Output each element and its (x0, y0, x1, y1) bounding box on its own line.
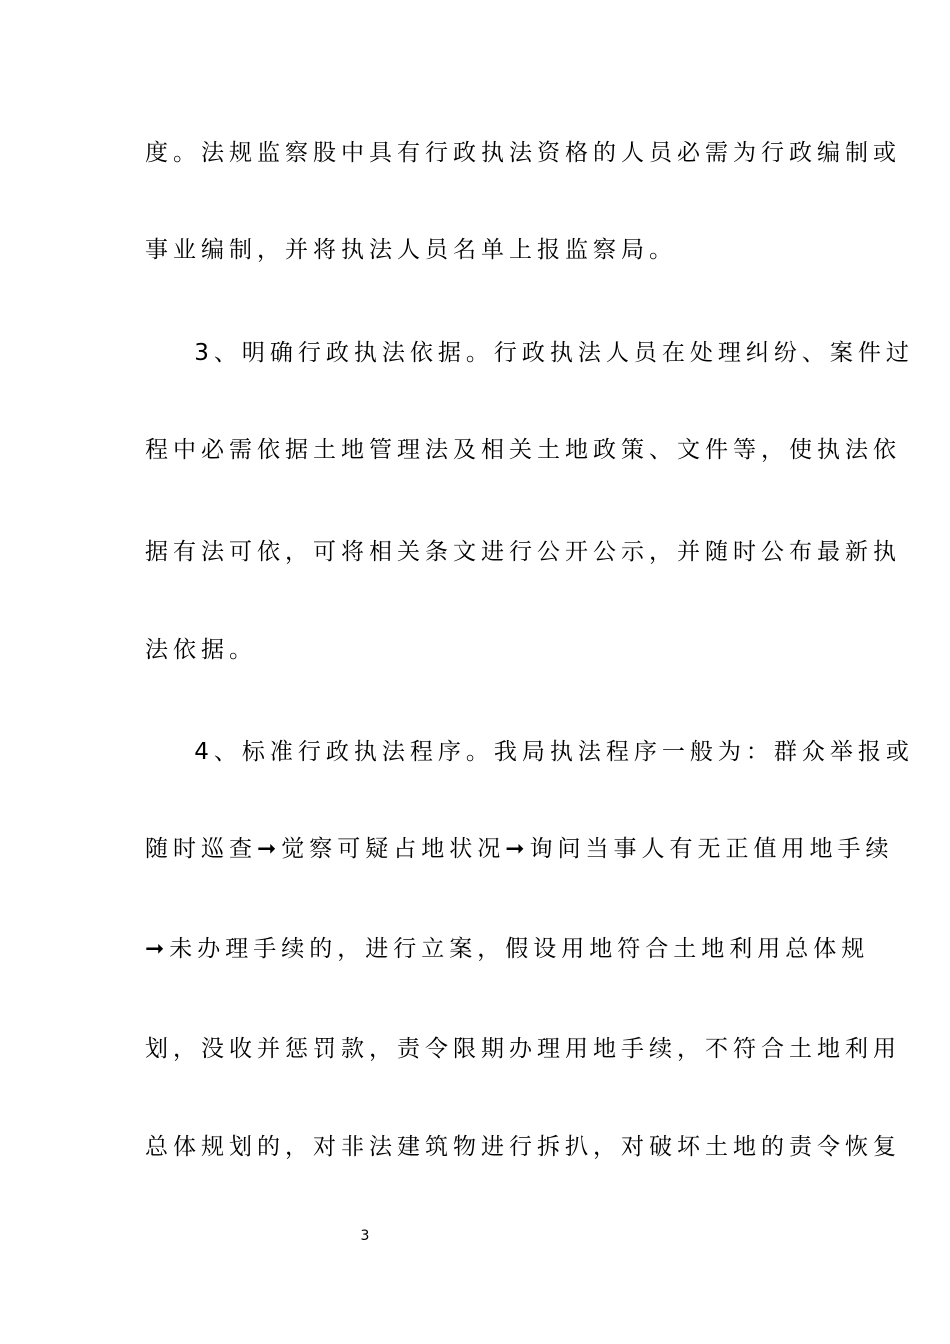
text-line: ➞未办理手续的，进行立案，假设用地符合土地利用总体规 (145, 936, 870, 962)
text-line: 划，没收并惩罚款，责令限期办理用地手续，不符合土地利用 (145, 1036, 901, 1062)
text-line: 3、明确行政执法依据。行政执法人员在处理纠纷、案件过 (145, 340, 914, 366)
text-line: 据有法可依，可将相关条文进行公开公示，并随时公布最新执 (145, 539, 901, 565)
text-line: 4、标准行政执法程序。我局执法程序一般为：群众举报或 (145, 739, 914, 765)
text-line: 度。法规监察股中具有行政执法资格的人员必需为行政编制或 (145, 140, 901, 166)
text-line: 随时巡查➞觉察可疑占地状况➞询问当事人有无正值用地手续 (145, 836, 894, 862)
text-line: 事业编制，并将执法人员名单上报监察局。 (145, 237, 677, 263)
text-line: 程中必需依据土地管理法及相关土地政策、文件等，使执法依 (145, 437, 901, 463)
text-line: 总体规划的，对非法建筑物进行拆扒，对破坏土地的责令恢复 (145, 1134, 901, 1160)
text-line: 法依据。 (145, 637, 257, 663)
page-number: 3 (360, 1228, 370, 1244)
